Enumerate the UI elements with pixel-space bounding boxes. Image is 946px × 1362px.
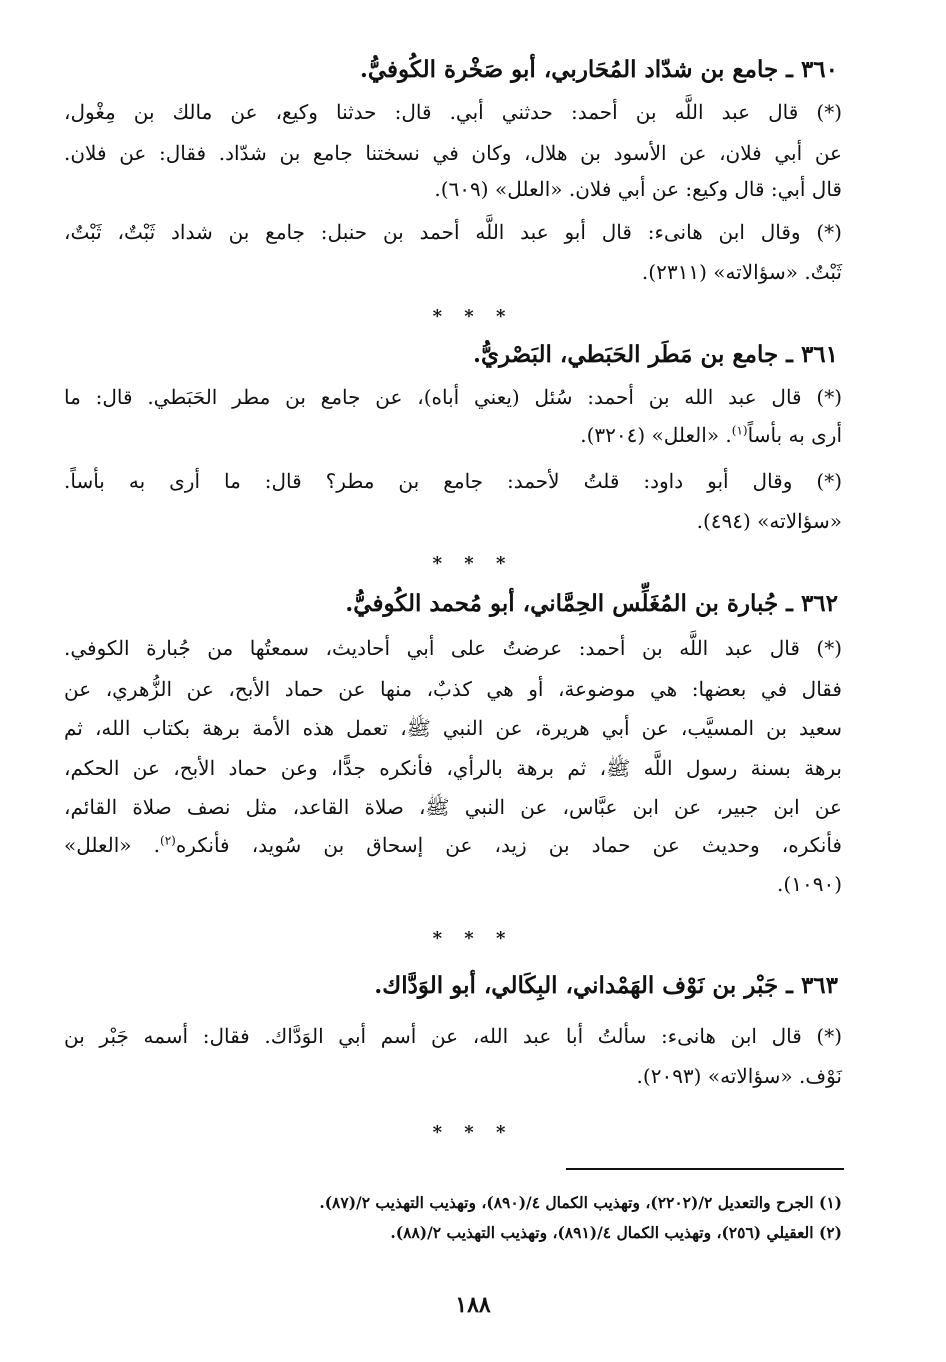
section-separator: * * *	[432, 306, 514, 327]
text-line: (١٠٩٠).	[777, 872, 842, 896]
footnote-divider	[566, 1168, 844, 1170]
text-segment: أرى به بأساً	[747, 423, 842, 447]
footnote-ref: (٢)	[160, 833, 176, 848]
text-line: ثَبْتٌ. «سؤالاته» (٢٣١١).	[641, 260, 842, 284]
entry-heading: ٣٦١ ـ جامع بن مَطَر الحَبَطي، البَصْريُّ.	[472, 341, 838, 368]
footnote-ref: (١)	[731, 423, 748, 438]
entry-heading: ٣٦٣ ـ جَبْر بن نَوْف الهَمْداني، البِكَالي، أبو الوَدَّاك.	[374, 972, 838, 999]
section-separator: * * *	[432, 553, 514, 574]
text-line: برهة بسنة رسول اللَّه ﷺ، ثم برهة بالرأي، فأنكره جدًّا، وعن حماد الأبح، عن الحكم،	[64, 756, 842, 780]
text-line: سعيد بن المسيَّب، عن أبي هريرة، عن النبي ﷺ، تعمل هذه الأمة برهة بكتاب الله، ثم	[64, 716, 842, 740]
text-line: (*) قال عبد اللَّه بن أحمد: حدثني أبي. قال: حدثنا وكيع، عن مالك بن مِغْول،	[64, 100, 842, 124]
text-line	[64, 833, 842, 857]
text-line: عن ابن جبير، عن ابن عبَّاس، عن النبي ﷺ، صلاة القاعد، مثل نصف صلاة القائم،	[64, 795, 842, 819]
text-line: (*) وقال ابن هانىء: قال أبو عبد اللَّه أحمد بن حنبل: جامع بن شداد ثَبْتٌ، ثَبْتٌ،	[64, 220, 842, 244]
section-separator: * * *	[432, 928, 514, 949]
text-segment: . «العلل»	[64, 833, 160, 857]
text-segment: فأنكره، وحديث عن حماد بن زيد، عن إسحاق بن سُويد، فأنكره	[175, 833, 842, 857]
footnote: (١) الجرح والتعديل ٢/(٢٢٠٢)، وتهذيب الكمال ٤/(٨٩٠)، وتهذيب التهذيب ٢/(٨٧).	[319, 1193, 842, 1212]
section-separator: * * *	[432, 1122, 514, 1143]
text-line: نَوْف. «سؤالاته» (٢٠٩٣).	[636, 1064, 842, 1088]
footnote: (٢) العقيلي (٢٥٦)، وتهذيب الكمال ٤/(٨٩١)، وتهذيب التهذيب ٢/(٨٨).	[390, 1223, 842, 1242]
text-line	[64, 423, 842, 447]
text-line: فقال في بعضها: هي موضوعة، أو هي كذبٌ، منها عن حماد الأبح، عن الزُّهري، عن	[64, 677, 842, 701]
text-line: (*) قال ابن هانىء: سألتُ أبا عبد الله، عن أسم أبي الوَدَّاك. فقال: أسمه جَبْر بن	[64, 1024, 842, 1048]
text-segment: . «العلل» (٣٢٠٤).	[580, 423, 732, 447]
text-line: (*) قال عبد اللَّه بن أحمد: عرضتُ على أبي أحاديث، سمعتُها من جُبارة الكوفي.	[64, 636, 842, 660]
entry-heading: ٣٦٢ ـ جُبارة بن المُغَلِّس الحِمَّاني، أبو مُحمد الكُوفيُّ.	[345, 590, 838, 617]
text-line: «سؤالاته» (٤٩٤).	[696, 509, 842, 533]
text-line: قال أبي: قال وكيع: عن أبي فلان. «العلل» (٦٠٩).	[434, 177, 842, 201]
text-line: (*) قال عبد الله بن أحمد: سُئل (يعني أباه)، عن جامع بن مطر الحَبَطي. قال: ما	[64, 385, 842, 409]
text-line: عن أبي فلان، عن الأسود بن هلال، وكان في نسختنا جامع بن شدّاد. فقال: عن فلان.	[64, 141, 842, 165]
text-line: (*) وقال أبو داود: قلتُ لأحمد: جامع بن مطر؟ قال: ما أرى به بأساً.	[64, 469, 842, 493]
entry-heading: ٣٦٠ ـ جامع بن شدّاد المُحَاربي، أبو صَخْرة الكُوفيُّ.	[359, 56, 838, 83]
page-number: ١٨٨	[455, 1292, 491, 1318]
